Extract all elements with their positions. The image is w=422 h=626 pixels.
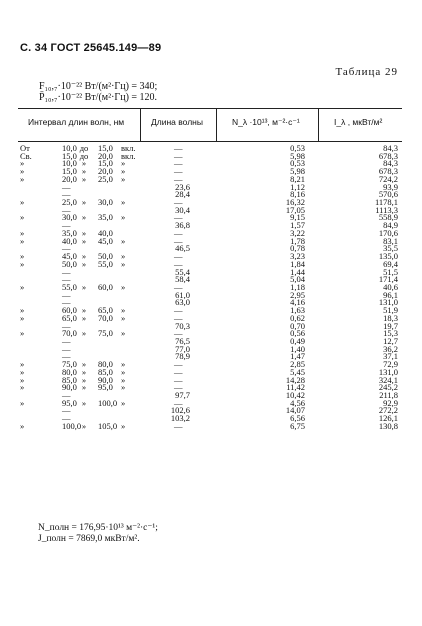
cell-suffix: » — [121, 397, 126, 408]
cell-from: 50,0 — [62, 258, 77, 269]
cell-i-lambda: 83,1 — [383, 235, 398, 246]
cell-from: 60,0 — [62, 305, 77, 316]
cell-prefix: » — [20, 197, 25, 208]
cell-from: — — [62, 274, 71, 285]
cell-wave-dash: — — [174, 227, 183, 238]
cell-n-lambda: 3,23 — [290, 251, 305, 262]
cell-i-lambda: 324,1 — [378, 374, 398, 385]
cell-prefix: » — [20, 166, 25, 177]
cell-i-lambda: 96,1 — [383, 289, 398, 300]
cell-from: 95,0 — [62, 397, 77, 408]
cell-i-lambda: 678,3 — [378, 166, 398, 177]
cell-n-lambda: 14,28 — [285, 374, 305, 385]
cell-wavelength: 102,6 — [170, 405, 190, 416]
cell-n-lambda: 1,84 — [290, 258, 305, 269]
cell-from: — — [62, 266, 71, 277]
cell-i-lambda: 84,3 — [383, 143, 398, 153]
cell-n-lambda: 0,53 — [290, 158, 305, 169]
cell-wave-dash: — — [174, 166, 183, 177]
cell-suffix: » — [121, 374, 126, 385]
cell-suffix: » — [121, 166, 126, 177]
cell-n-lambda: 6,56 — [290, 413, 305, 424]
cell-wavelength: 46,5 — [175, 243, 190, 254]
cell-wave-dash: — — [174, 328, 183, 339]
cell-wave-dash: — — [174, 212, 183, 223]
cell-i-lambda: 92,9 — [383, 397, 398, 408]
cell-suffix: вкл. — [121, 150, 136, 161]
cell-suffix: » — [121, 212, 126, 223]
cell-i-lambda: 40,6 — [383, 281, 398, 292]
cell-from: — — [62, 289, 71, 300]
cell-suffix: » — [121, 158, 126, 169]
cell-wavelength: 61,0 — [175, 289, 190, 300]
cell-to: 60,0 — [98, 281, 113, 292]
cell-n-lambda: 0,49 — [290, 335, 305, 346]
cell-to: 90,0 — [98, 374, 113, 385]
cell-wave-dash: — — [174, 382, 183, 393]
cell-wave-dash: — — [174, 374, 183, 385]
cell-i-lambda: 51,5 — [383, 266, 398, 277]
cell-to-word: » — [81, 258, 87, 269]
cell-to-word: до — [79, 150, 89, 161]
cell-from: — — [62, 181, 71, 192]
cell-to-word: » — [81, 227, 87, 238]
cell-to-word: » — [81, 312, 87, 323]
cell-n-lambda: 0,62 — [290, 312, 305, 323]
cell-i-lambda: 1113,3 — [375, 204, 398, 215]
cell-from: — — [62, 405, 71, 416]
cell-n-lambda: 1,47 — [290, 351, 305, 362]
cell-from: 90,0 — [62, 382, 77, 393]
column-header-interval: Интервал длин волн, нм — [28, 117, 125, 127]
cell-to-word: » — [81, 197, 87, 208]
cell-to-word: » — [81, 305, 87, 316]
cell-from: — — [62, 320, 71, 331]
cell-suffix: » — [121, 173, 126, 184]
cell-wavelength: 28,4 — [175, 189, 190, 200]
cell-n-lambda: 1,44 — [290, 266, 305, 277]
cell-wave-dash: — — [174, 420, 183, 431]
cell-from: — — [62, 297, 71, 308]
cell-i-lambda: 84,3 — [383, 158, 398, 169]
cell-prefix: » — [20, 158, 25, 169]
cell-n-lambda: 2,85 — [290, 359, 305, 370]
cell-from: 70,0 — [62, 328, 77, 339]
cell-to-word: » — [81, 366, 87, 377]
footer-n-total: N_полн = 176,95·10¹³ м⁻²·с⁻¹; — [38, 523, 158, 533]
cell-wave-dash: — — [174, 143, 183, 153]
cell-from: 45,0 — [62, 251, 77, 262]
cell-suffix: » — [121, 366, 126, 377]
cell-prefix: » — [20, 420, 25, 431]
cell-n-lambda: 0,78 — [290, 243, 305, 254]
cell-wave-dash: — — [174, 397, 183, 408]
cell-i-lambda: 558,9 — [378, 212, 398, 223]
cell-from: — — [62, 220, 71, 231]
cell-i-lambda: 1178,1 — [374, 197, 398, 208]
cell-n-lambda: 8,16 — [290, 189, 305, 200]
cell-prefix: » — [20, 397, 25, 408]
cell-wavelength: 55,4 — [175, 266, 190, 277]
cell-n-lambda: 14,07 — [285, 405, 305, 416]
cell-from: 15,0 — [62, 150, 77, 161]
cell-to: 100,0 — [98, 397, 118, 408]
table-row — [0, 420, 422, 431]
cell-suffix: » — [121, 251, 126, 262]
cell-from: 75,0 — [62, 359, 77, 370]
cell-wave-dash: — — [174, 197, 183, 208]
header-divider-2 — [216, 108, 217, 141]
cell-i-lambda: 131,0 — [378, 366, 398, 377]
cell-wave-dash: — — [174, 158, 183, 169]
cell-prefix: » — [20, 305, 25, 316]
page-header: С. 34 ГОСТ 25645.149—89 — [20, 42, 162, 54]
cell-to-word: » — [81, 235, 87, 246]
cell-i-lambda: 72,9 — [383, 359, 398, 370]
cell-from: 100,0 — [62, 420, 82, 431]
cell-n-lambda: 5,04 — [290, 274, 305, 285]
cell-from: 85,0 — [62, 374, 77, 385]
cell-from: — — [62, 343, 71, 354]
cell-prefix: » — [20, 359, 25, 370]
cell-n-lambda: 0,70 — [290, 320, 305, 331]
cell-n-lambda: 5,98 — [290, 166, 305, 177]
cell-prefix: От — [20, 143, 30, 153]
cell-prefix: » — [20, 251, 25, 262]
cell-n-lambda: 6,75 — [290, 420, 305, 431]
cell-prefix: » — [20, 212, 25, 223]
cell-suffix: » — [121, 382, 126, 393]
cell-to-word: » — [81, 281, 87, 292]
cell-to-word: » — [81, 251, 87, 262]
cell-n-lambda: 8,21 — [290, 173, 305, 184]
cell-from: 65,0 — [62, 312, 77, 323]
cell-to: 105,0 — [98, 420, 118, 431]
cell-suffix: » — [121, 281, 126, 292]
cell-to: 70,0 — [98, 312, 113, 323]
cell-wavelength: 23,6 — [175, 181, 190, 192]
cell-to: 80,0 — [98, 359, 113, 370]
table-top-rule — [18, 108, 402, 109]
cell-n-lambda: 10,42 — [285, 390, 305, 400]
cell-wave-dash: — — [174, 251, 183, 262]
cell-prefix: » — [20, 258, 25, 269]
cell-prefix: » — [20, 235, 25, 246]
cell-prefix: » — [20, 366, 25, 377]
cell-wave-dash: — — [174, 366, 183, 377]
header-divider-1 — [140, 108, 141, 141]
cell-from: 15,0 — [62, 166, 77, 177]
cell-suffix: » — [121, 328, 126, 339]
cell-to: 65,0 — [98, 305, 113, 316]
cell-n-lambda: 4,16 — [290, 297, 305, 308]
cell-from: — — [62, 390, 71, 400]
cell-from: 25,0 — [62, 197, 77, 208]
cell-n-lambda: 3,22 — [290, 227, 305, 238]
cell-suffix: » — [121, 197, 126, 208]
cell-to-word: » — [81, 359, 87, 370]
table-title: Таблица 29 — [335, 66, 398, 78]
cell-to: 15,0 — [98, 143, 113, 153]
formula-p107: P̄₁₀,₇·10⁻²² Вт/(м²·Гц) = 120. — [39, 92, 158, 103]
cell-i-lambda: 678,3 — [378, 150, 398, 161]
column-header-i-lambda: I_λ , мкВт/м² — [334, 117, 383, 127]
cell-to-word: » — [81, 397, 87, 408]
footer-j-total: J_полн = 7869,0 мкВт/м². — [38, 534, 140, 544]
cell-to: 50,0 — [98, 251, 113, 262]
cell-i-lambda: 724,2 — [378, 173, 398, 184]
table-header-rule — [18, 141, 402, 142]
cell-to-word: » — [81, 166, 87, 177]
cell-prefix: » — [20, 312, 25, 323]
cell-prefix: » — [20, 281, 25, 292]
cell-from: — — [62, 335, 71, 346]
cell-from: 80,0 — [62, 366, 77, 377]
cell-n-lambda: 1,78 — [290, 235, 305, 246]
cell-n-lambda: 1,12 — [290, 181, 305, 192]
cell-to: 45,0 — [98, 235, 113, 246]
cell-wavelength: 63,0 — [175, 297, 190, 308]
cell-prefix: » — [20, 328, 25, 339]
cell-to: 25,0 — [98, 173, 113, 184]
cell-wave-dash: — — [174, 281, 183, 292]
cell-i-lambda: 211,8 — [379, 390, 398, 400]
cell-suffix: » — [121, 235, 126, 246]
cell-from: — — [62, 413, 71, 424]
cell-from: 35,0 — [62, 227, 77, 238]
cell-suffix: » — [121, 258, 126, 269]
cell-wavelength: 103,2 — [170, 413, 190, 424]
cell-wave-dash: — — [174, 305, 183, 316]
cell-prefix: » — [20, 173, 25, 184]
cell-i-lambda: 93,9 — [383, 181, 398, 192]
cell-n-lambda: 0,56 — [290, 328, 305, 339]
cell-n-lambda: 9,15 — [290, 212, 305, 223]
cell-i-lambda: 126,1 — [378, 413, 398, 424]
cell-from: — — [62, 243, 71, 254]
cell-n-lambda: 5,98 — [290, 150, 305, 161]
cell-prefix: » — [20, 374, 25, 385]
cell-to: 20,0 — [98, 166, 113, 177]
cell-to: 30,0 — [98, 197, 113, 208]
cell-i-lambda: 245,2 — [378, 382, 398, 393]
cell-i-lambda: 12,7 — [383, 335, 398, 346]
cell-suffix: » — [121, 359, 126, 370]
cell-from: 10,0 — [62, 143, 77, 153]
cell-i-lambda: 37,1 — [383, 351, 398, 362]
cell-wave-dash: — — [174, 359, 183, 370]
cell-n-lambda: 2,95 — [290, 289, 305, 300]
cell-from: 10,0 — [62, 158, 77, 169]
cell-to: 85,0 — [98, 366, 113, 377]
cell-i-lambda: 170,6 — [378, 227, 398, 238]
cell-wavelength: 30,4 — [175, 204, 190, 215]
cell-prefix: » — [20, 227, 25, 238]
cell-wave-dash: — — [174, 173, 183, 184]
cell-n-lambda: 1,18 — [290, 281, 305, 292]
cell-n-lambda: 1,63 — [290, 305, 305, 316]
cell-i-lambda: 18,3 — [383, 312, 398, 323]
cell-wave-dash: — — [174, 150, 183, 161]
cell-to-word: » — [81, 420, 87, 431]
cell-from: — — [62, 204, 71, 215]
cell-prefix: » — [20, 382, 25, 393]
cell-suffix: » — [121, 305, 126, 316]
cell-to: 55,0 — [98, 258, 113, 269]
cell-from: 55,0 — [62, 281, 77, 292]
cell-i-lambda: 171,4 — [378, 274, 398, 285]
cell-to: 40,0 — [98, 227, 113, 238]
cell-i-lambda: 272,2 — [378, 405, 398, 416]
cell-n-lambda: 5,45 — [290, 366, 305, 377]
header-divider-3 — [318, 108, 319, 141]
cell-to-word: » — [81, 212, 87, 223]
cell-i-lambda: 84,9 — [383, 220, 398, 231]
cell-prefix: Св. — [20, 150, 32, 161]
cell-i-lambda: 15,3 — [383, 328, 398, 339]
cell-to-word: » — [81, 374, 87, 385]
cell-wavelength: 70,3 — [175, 320, 190, 331]
cell-i-lambda: 19,7 — [383, 320, 398, 331]
cell-wavelength: 97,7 — [175, 390, 190, 400]
cell-i-lambda: 35,5 — [383, 243, 398, 254]
formula-f107: F₁₀,₇·10⁻²² Вт/(м²·Гц) = 340; — [39, 81, 158, 92]
column-header-n-lambda: N_λ ·10¹³, м⁻²·с⁻¹ — [232, 117, 300, 127]
cell-to: 20,0 — [98, 150, 113, 161]
cell-wavelength: 58,4 — [175, 274, 190, 285]
cell-i-lambda: 130,8 — [378, 420, 398, 431]
cell-to: 75,0 — [98, 328, 113, 339]
cell-to-word: » — [81, 158, 87, 169]
cell-wavelength: 76,5 — [175, 335, 190, 346]
cell-n-lambda: 1,57 — [290, 220, 305, 231]
cell-to: 35,0 — [98, 212, 113, 223]
cell-n-lambda: 16,32 — [285, 197, 305, 208]
cell-suffix: » — [121, 420, 126, 431]
cell-wavelength: 78,9 — [175, 351, 190, 362]
cell-from: 40,0 — [62, 235, 77, 246]
cell-to: 95,0 — [98, 382, 113, 393]
cell-wavelength: 36,8 — [175, 220, 190, 231]
cell-from: 20,0 — [62, 173, 77, 184]
cell-i-lambda: 69,4 — [383, 258, 398, 269]
cell-wave-dash: — — [174, 235, 183, 246]
cell-from: — — [62, 351, 71, 362]
cell-wave-dash: — — [174, 258, 183, 269]
cell-n-lambda: 17,05 — [285, 204, 305, 215]
cell-i-lambda: 135,0 — [378, 251, 398, 262]
cell-i-lambda: 131,0 — [378, 297, 398, 308]
cell-i-lambda: 51,9 — [383, 305, 398, 316]
cell-suffix: вкл. — [121, 143, 136, 153]
cell-wavelength: 77,0 — [175, 343, 190, 354]
cell-wave-dash: — — [174, 312, 183, 323]
table-body — [0, 145, 422, 431]
cell-suffix: » — [121, 312, 126, 323]
cell-n-lambda: 1,40 — [290, 343, 305, 354]
column-header-wavelength: Длина волны — [151, 117, 203, 127]
cell-to-word: » — [81, 328, 87, 339]
cell-to-word: » — [81, 173, 87, 184]
cell-i-lambda: 570,6 — [378, 189, 398, 200]
cell-n-lambda: 11,42 — [286, 382, 305, 393]
cell-n-lambda: 0,53 — [290, 143, 305, 153]
cell-from: 30,0 — [62, 212, 77, 223]
cell-n-lambda: 4,56 — [290, 397, 305, 408]
cell-to: 15,0 — [98, 158, 113, 169]
cell-to-word: » — [81, 382, 87, 393]
cell-i-lambda: 36,2 — [383, 343, 398, 354]
cell-to-word: до — [79, 143, 89, 153]
cell-from: — — [62, 189, 71, 200]
